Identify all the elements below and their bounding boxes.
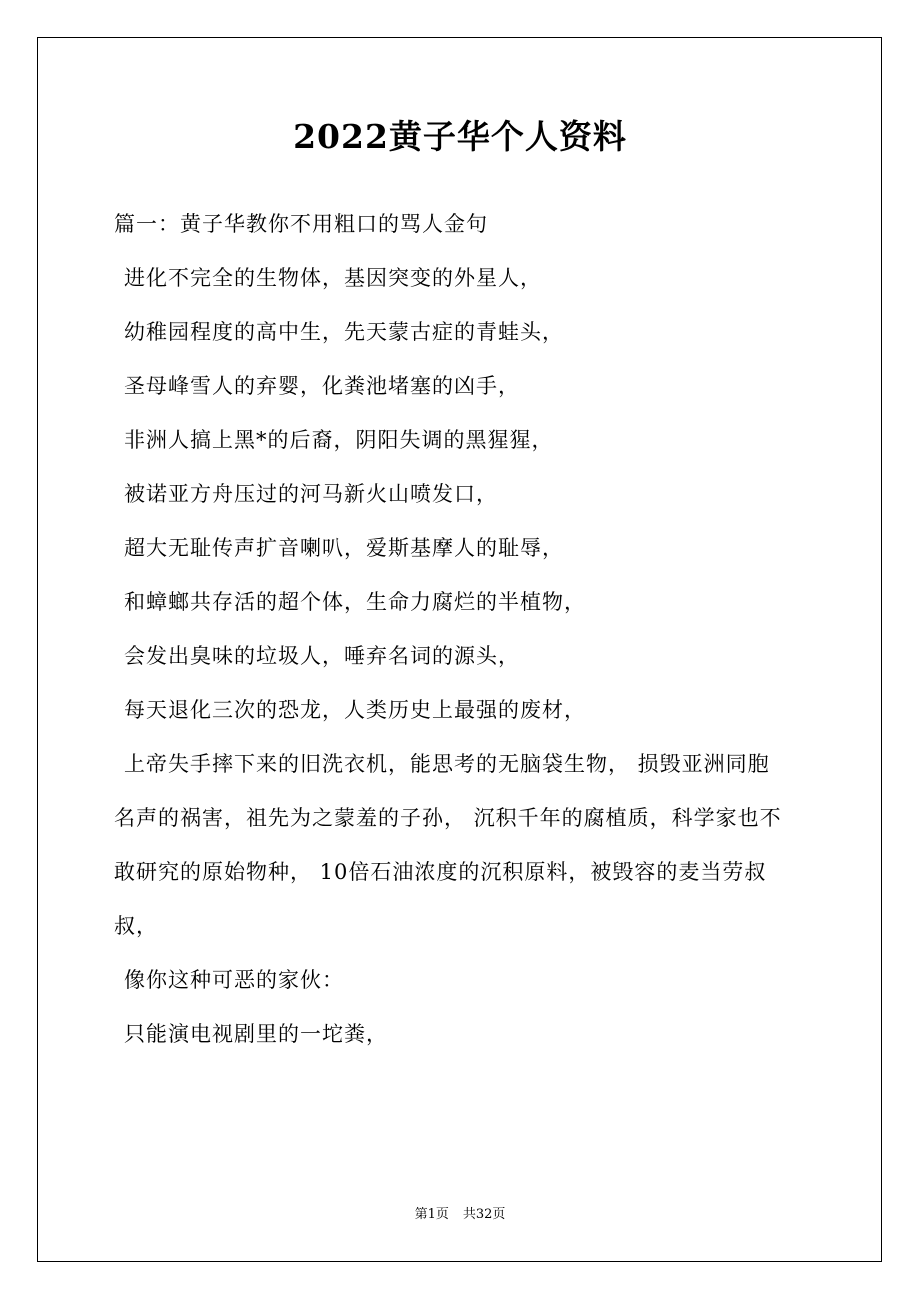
body-line: 圣母峰雪人的弃婴，化粪池堵塞的凶手，	[124, 374, 520, 398]
document-title: 2022黄子华个人资料	[293, 117, 627, 156]
body-line: 名声的祸害，祖先为之蒙羞的子孙， 沉积千年的腐植质，科学家也不	[114, 806, 782, 830]
body-line: 像你这种可恶的家伙：	[124, 968, 344, 992]
body-line: 敢研究的原始物种， 10倍石油浓度的沉积原料，被毁容的麦当劳叔	[114, 860, 767, 884]
body-line: 进化不完全的生物体，基因突变的外星人，	[124, 266, 542, 290]
body-line: 只能演电视剧里的一坨粪，	[124, 1022, 388, 1046]
page-total: 共32页	[462, 1207, 506, 1222]
body-line: 叔，	[114, 914, 158, 938]
body-line: 超大无耻传声扩音喇叭，爱斯基摩人的耻辱，	[124, 536, 564, 560]
section-heading: 篇一：黄子华教你不用粗口的骂人金句	[114, 212, 488, 236]
body-line: 上帝失手摔下来的旧洗衣机，能思考的无脑袋生物， 损毁亚洲同胞	[124, 752, 770, 776]
page-footer	[0, 1206, 920, 1224]
body-line: 会发出臭味的垃圾人，唾弃名词的源头，	[124, 644, 520, 668]
document-body	[114, 197, 814, 1061]
page-number: 第1页	[414, 1207, 449, 1222]
body-line: 非洲人搞上黑*的后裔，阴阳失调的黑猩猩，	[124, 428, 554, 452]
body-line: 每天退化三次的恐龙，人类历史上最强的废材，	[124, 698, 586, 722]
body-line: 和蟑螂共存活的超个体，生命力腐烂的半植物，	[124, 590, 586, 614]
body-line: 被诺亚方舟压过的河马新火山喷发口，	[124, 482, 498, 506]
body-line: 幼稚园程度的高中生，先天蒙古症的青蛙头，	[124, 320, 564, 344]
